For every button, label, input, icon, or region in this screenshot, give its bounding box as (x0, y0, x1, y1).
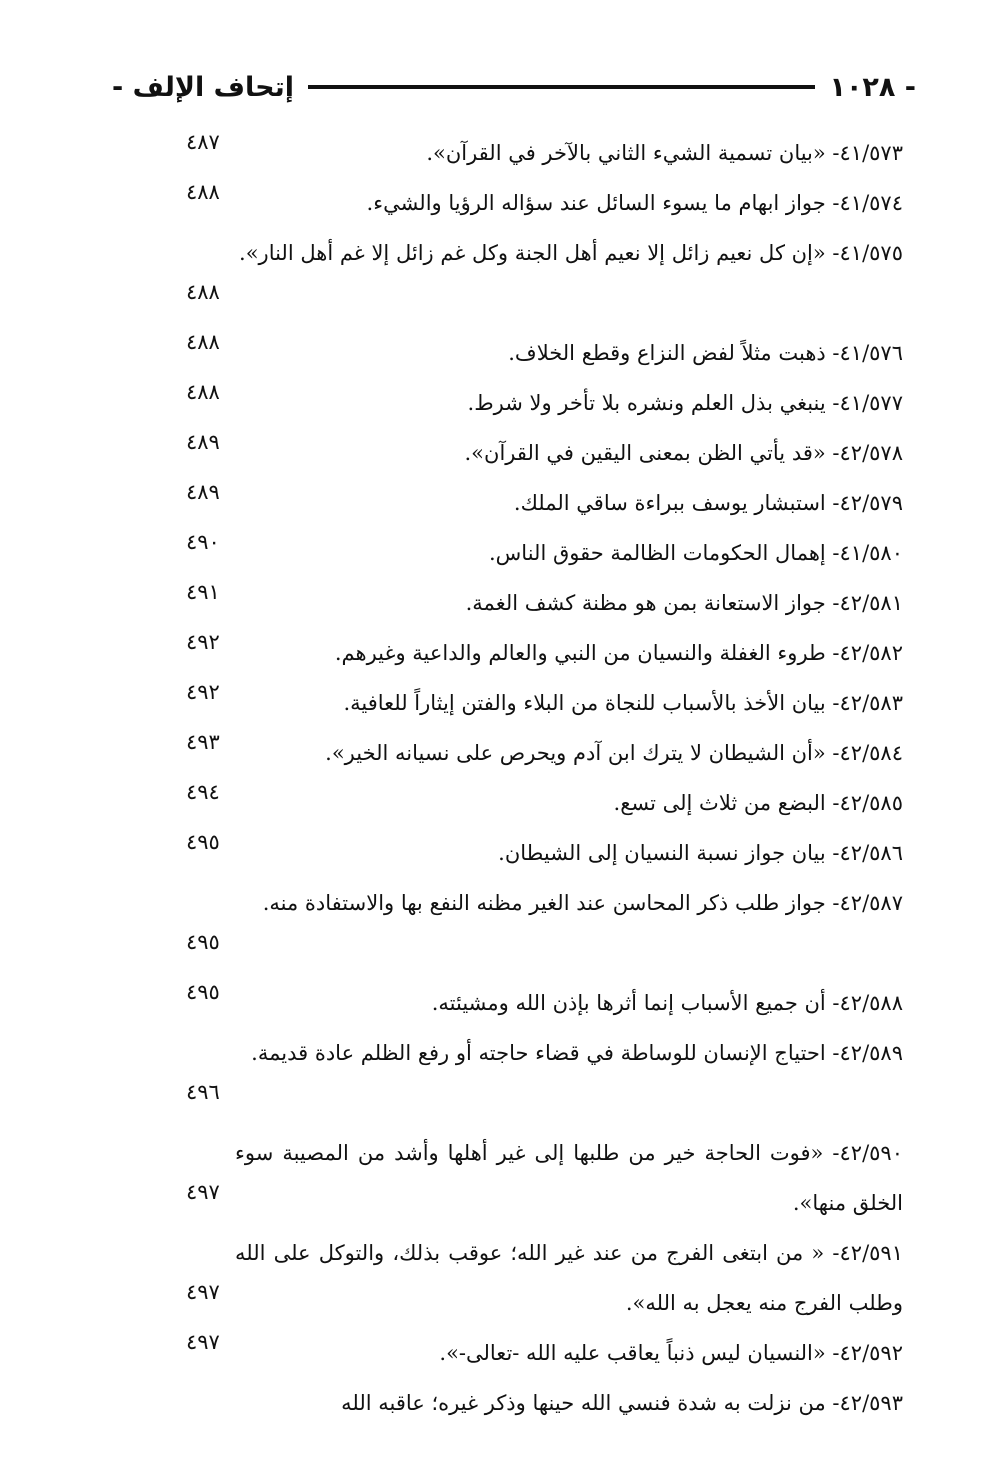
entry-text: ٤٢/٥٨٥- البضع من ثلاث إلى تسع. (613, 791, 903, 815)
entry-text: ٤٢/٥٨٤- «أن الشيطان لا يترك ابن آدم ويحرص على نسيانه الخير». (325, 741, 903, 765)
entry-page-number: ٤٨٨ (186, 380, 220, 404)
page-number: - ١٠٢٨ (829, 71, 916, 103)
entry-text: ٤١/٥٧٥- «إن كل نعيم زائل إلا نعيم أهل الجنة وكل غم زائل إلا غم أهل النار». (239, 241, 903, 265)
entry-page-number: ٤٨٧ (186, 130, 220, 154)
entry-page-number: ٤٨٨ (186, 330, 220, 354)
entry-page-number: ٤٩٤ (186, 780, 220, 804)
entry-page-number: ٤٩٠ (186, 530, 220, 554)
entry-text: ٤٢/٥٩١- « من ابتغى الفرج من عند غير الله؛ عوقب بذلك، والتوكل على الله وطلب الفرج منه يعجل به الله». (235, 1241, 903, 1315)
entry-page-number: ٤٩١ (186, 580, 220, 604)
entry-text: ٤٢/٥٧٩- استبشار يوسف ببراءة ساقي الملك. (513, 491, 903, 515)
entry-text: ٤٢/٥٨٢- طروء الغفلة والنسيان من النبي والعالم والداعية وغيرهم. (334, 641, 903, 665)
entry-page-number: ٤٩٦ (186, 1080, 220, 1104)
entry-page-number: ٤٨٨ (186, 180, 220, 204)
entry-page-number: ٤٩٧ (186, 1180, 220, 1204)
entry-page-number: ٤٨٩ (186, 480, 220, 504)
entry-page-number: ٤٩٧ (186, 1280, 220, 1304)
entry-text: ٤٢/٥٧٨- «قد يأتي الظن بمعنى اليقين في القرآن». (464, 441, 903, 465)
entry-page-number: ٤٩٢ (186, 680, 220, 704)
index-list (0, 128, 1003, 1458)
entry-text: ٤١/٥٧٧- ينبغي بذل العلم ونشره بلا تأخر ولا شرط. (467, 391, 903, 415)
entry-text: ٤٢/٥٨٨- أن جميع الأسباب إنما أثرها بإذن الله ومشيئته. (431, 991, 903, 1015)
entry-page-number: ٤٩٣ (186, 730, 220, 754)
book-title: إتحاف الإلف - (112, 71, 295, 103)
entry-page-number: ٤٨٨ (186, 280, 220, 304)
entry-text: ٤٢/٥٩٣- من نزلت به شدة فنسي الله حينها وذكر غيره؛ عاقبه الله (341, 1391, 903, 1415)
entry-text: ٤٢/٥٩٠- «فوت الحاجة خير من طلبها إلى غير أهلها وأشد من المصيبة سوء الخلق منها». (235, 1141, 903, 1215)
entry-text: ٤٢/٥٩٢- «النسيان ليس ذنباً يعاقب عليه الله -تعالى-». (439, 1341, 903, 1365)
entry-page-number: ٤٩٥ (186, 830, 220, 854)
entry-text: ٤٢/٥٨١- جواز الاستعانة بمن هو مظنة كشف الغمة. (465, 591, 903, 615)
page-header (112, 62, 916, 112)
entry-text: ٤٢/٥٨٧- جواز طلب ذكر المحاسن عند الغير مظنه النفع بها والاستفادة منه. (262, 891, 903, 915)
entry-text: ٤١/٥٧٣- «بيان تسمية الشيء الثاني بالآخر في القرآن». (426, 141, 903, 165)
header-rule (308, 85, 815, 89)
entry-page-number: ٤٩٥ (186, 930, 220, 954)
entry-page-number: ٤٨٩ (186, 430, 220, 454)
entry-page-number: ٤٩٢ (186, 630, 220, 654)
entry-text: ٤١/٥٨٠- إهمال الحكومات الظالمة حقوق الناس. (489, 541, 903, 565)
entry-text: ٤١/٥٧٤- جواز ابهام ما يسوء السائل عند سؤاله الرؤيا والشيء. (366, 191, 903, 215)
entry-text: ٤٢/٥٨٣- بيان الأخذ بالأسباب للنجاة من البلاء والفتن إيثاراً للعافية. (343, 691, 903, 715)
entry-page-number: ٤٩٥ (186, 980, 220, 1004)
entry-page-number: ٤٩٧ (186, 1330, 220, 1354)
entry-text: ٤٢/٥٨٩- احتياج الإنسان للوساطة في قضاء حاجته أو رفع الظلم عادة قديمة. (251, 1041, 903, 1065)
entry-text: ٤٢/٥٨٦- بيان جواز نسبة النسيان إلى الشيطان. (498, 841, 903, 865)
entry-text: ٤١/٥٧٦- ذهبت مثلاً لفض النزاع وقطع الخلاف. (508, 341, 903, 365)
